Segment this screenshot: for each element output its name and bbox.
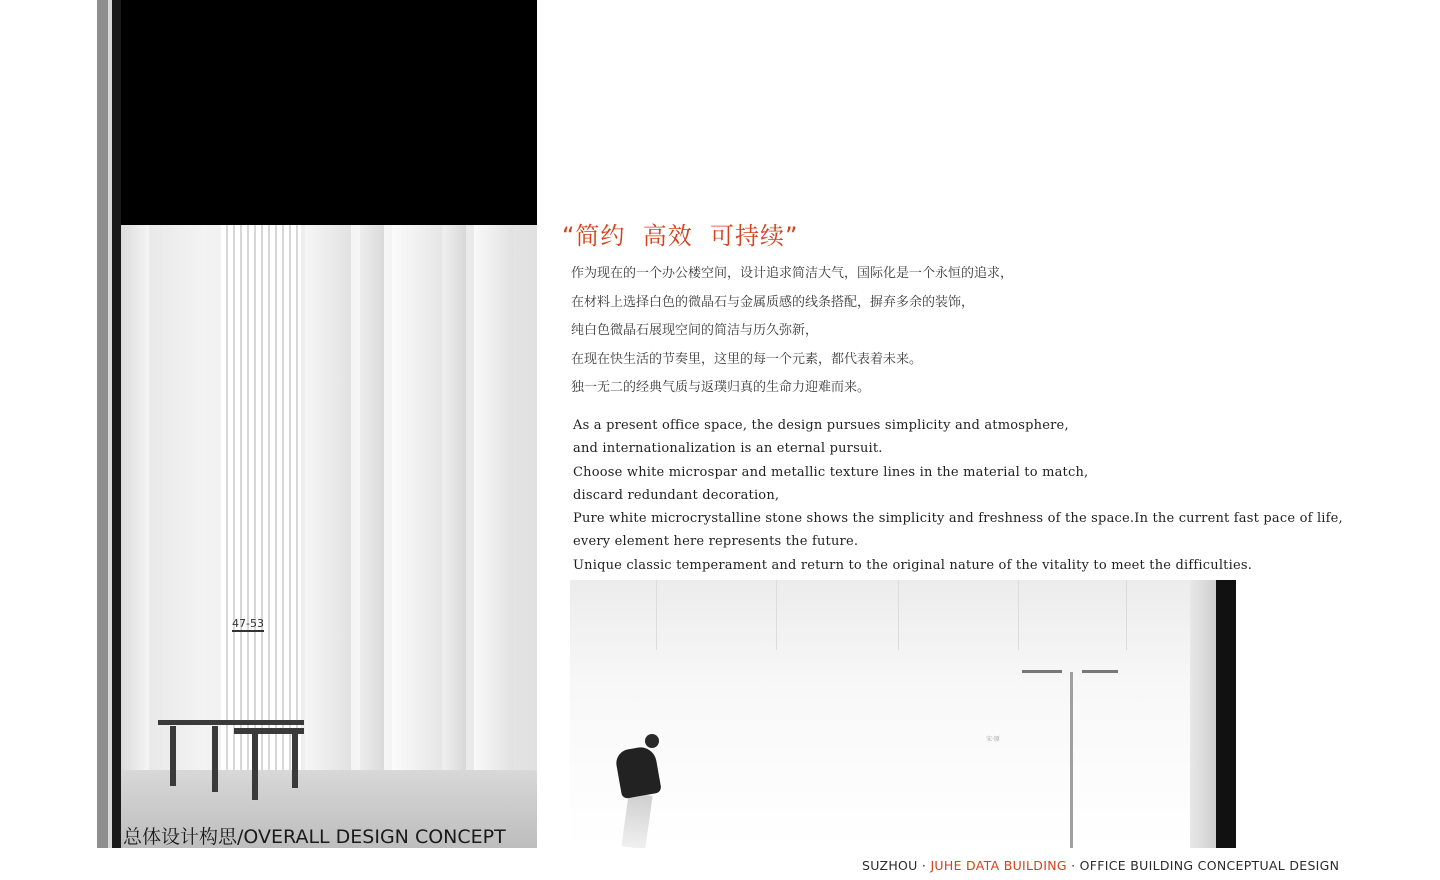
cn-line: 独一无二的经典气质与返璞归真的生命力迎难而来。 [571,380,871,396]
en-line: every element here represents the future. [573,534,859,550]
floor-sign: 47-53 [232,617,264,630]
section-caption: 总体设计构思/OVERALL DESIGN CONCEPT [123,826,506,848]
fluted-wall [221,225,301,785]
pillar [360,225,384,825]
photo-black-area [121,0,537,225]
left-margin-bar [97,0,108,848]
en-line: Choose white microspar and metallic texture lines in the material to match, [573,464,1089,480]
english-paragraph [573,414,1343,577]
wall-panel-line [656,580,657,650]
pillar [305,225,351,825]
left-margin-bar-dark [112,0,121,848]
cn-line: 在现在快生活的节奏里，这里的每一个元素，都代表着未来。 [571,351,923,367]
cn-line: 在材料上选择白色的微晶石与金属质感的线条搭配，摒弃多余的装饰， [571,294,975,310]
wall-panel-line [1018,580,1019,650]
wall-panel-line [898,580,899,650]
en-line: Unique classic temperament and return to the original nature of the vitality to meet the difficulties. [573,557,1253,573]
en-line: As a present office space, the design pursues simplicity and atmosphere, [573,418,1069,433]
cn-line: 作为现在的一个办公楼空间，设计追求简洁大气，国际化是一个永恒的追求， [571,266,1014,281]
corridor-photo [570,580,1236,848]
footer-project: JUHE DATA BUILDING [930,858,1067,873]
pillar [121,225,149,825]
pillar [446,225,466,825]
headline: “简约 高效 可持续” [562,222,799,250]
dark-wall-edge [1216,580,1236,848]
light-fixture [1022,670,1062,673]
turnstile-post [212,726,218,792]
wall-sign: 宋·原 [986,736,1000,743]
wall-panel-line [1126,580,1127,650]
cn-line: 纯白色微晶石展现空间的简洁与历久弥新， [571,323,819,339]
turnstile-top [158,720,304,725]
walking-person-legs [621,793,652,848]
footer [862,858,1339,873]
walking-person [614,745,662,799]
pillar [474,225,514,825]
footer-city: SUZHOU · [862,858,931,873]
pillar [392,225,442,825]
wall-panel-line [776,580,777,650]
en-line: Pure white microcrystalline stone shows the simplicity and freshness of the space.In the current fast pace of life, [573,511,1343,527]
en-line: and internationalization is an eternal pursuit. [573,441,883,457]
light-fixture [1082,670,1118,673]
turnstile-post [292,734,298,788]
footer-subtitle: · OFFICE BUILDING CONCEPTUAL DESIGN [1066,858,1340,873]
light-post [1070,672,1073,848]
turnstile-post [252,734,258,800]
en-line: discard redundant decoration, [573,487,780,503]
walking-person-head [645,734,659,748]
chinese-paragraph [571,260,1013,403]
wall-edge [1190,580,1216,848]
turnstile-post [170,726,176,786]
